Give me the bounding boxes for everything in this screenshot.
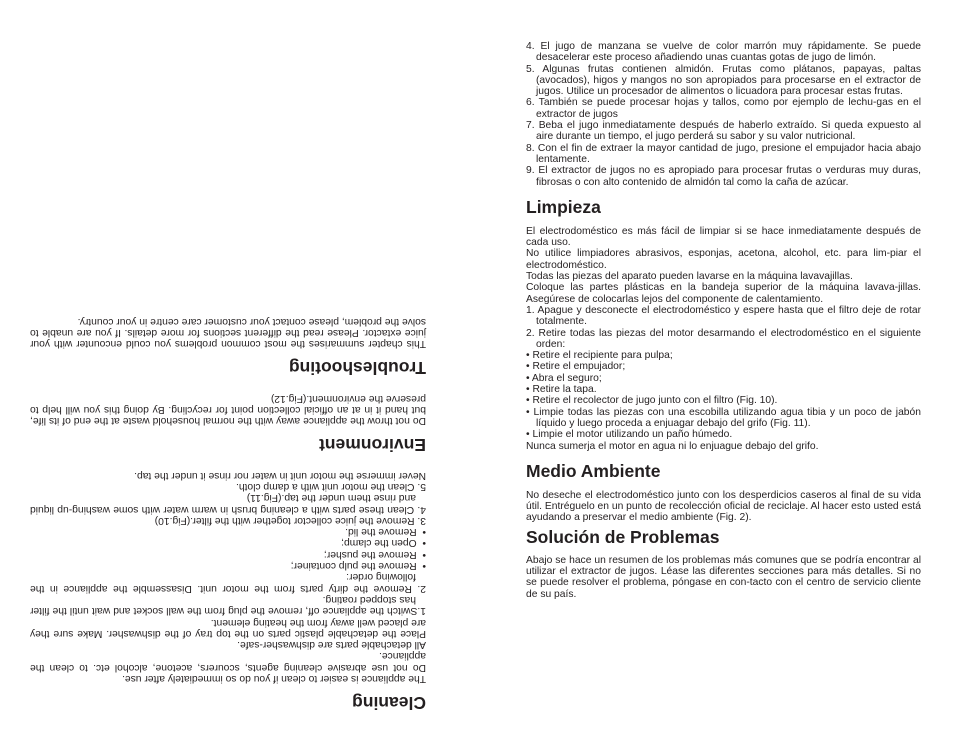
limpieza-note: Nunca sumerja el motor en agua ni lo enjuague debajo del grifo. <box>526 440 819 452</box>
cleaning-bullet-text: Open the clamp; <box>341 537 417 549</box>
heading-troubleshooting: Troubleshooting <box>288 358 426 379</box>
intro-item: 4. El jugo de manzana se vuelve de color marrón muy rápidamente. Se puede desacelerar este proceso añadiendo unas cuantas gotas de jugo de limón. <box>526 41 921 64</box>
limpieza-bullet: • Retire la tapa. <box>526 384 597 396</box>
intro-item: 7. Beba el jugo inmediatamente después de haberlo extraído. Si queda expuesto al aire durante un tiempo, el jugo perderá su sabor y su valor nutricional. <box>526 120 921 143</box>
heading-environment: Environment <box>319 435 426 456</box>
heading-cleaning: Cleaning <box>352 693 426 713</box>
limpieza-step: 1. Apague y desconecte el electrodoméstico y espere hasta que el filtro deje de rotar totalmente. <box>526 304 921 328</box>
limpieza-bullet: • Retire el recipiente para pulpa; <box>526 350 673 362</box>
limpieza-paragraph: Coloque las partes plásticas en la bandeja superior de la máquina lavava-jillas. Asegúrese de colocarlas lejos del componente de calentamiento. <box>526 282 921 305</box>
medio-ambiente-text: No deseche el electrodoméstico junto con los desperdicios caseros al final de su vida útil. Entréguelo en un punto de recolección oficial de reciclaje. Al hacer esto usted está ayudando a preservar el medio ambiente (Fig. 2). <box>526 489 921 524</box>
limpieza-paragraph: Todas las piezas del aparato pueden lavarse en la máquina lavavajillas. <box>526 271 853 283</box>
heading-limpieza: Limpieza <box>526 196 601 217</box>
cleaning-step: 3. Remove the juice collector together with the filter.(Fig.10) <box>154 514 426 526</box>
upside-down-english-text <box>30 183 426 713</box>
cleaning-paragraph: All detachable parts are dishwasher-safe. <box>237 639 426 651</box>
cleaning-step: 2. Remove the dirty parts from the motor unit. Disassemble the appliance in the following order: <box>30 571 426 594</box>
environment-text: Do not throw the appliance away with the normal household waste at the end of its life, but hand it in at an official collection point for recycling. By doing this you will help to preserve the environment.(Fig.12) <box>30 392 426 427</box>
cleaning-paragraph: Place the detachable plastic parts on the top tray of the dishwasher. Make sure they are placed well away from the heating element. <box>30 616 426 639</box>
limpieza-bullet: • Abra el seguro; <box>526 372 602 384</box>
intro-item: 9. El extractor de jugos no es apropiado para procesar frutas o verduras muy duras, fibrosas o con alto contenido de almidón tal como la caña de azúcar. <box>526 165 921 188</box>
intro-item: 8. Con el fin de extraer la mayor cantidad de jugo, presione el empujador hacia abajo lentamente. <box>526 142 921 165</box>
intro-item: 6. También se puede procesar hojas y tallos, como por ejemplo de lechu-gas en el extractor de jugos <box>526 97 921 120</box>
limpieza-bullet: • Limpie el motor utilizando un paño húmedo. <box>526 429 733 441</box>
spanish-text-column <box>526 41 921 600</box>
cleaning-bullet: • Open the clamp; <box>341 537 426 549</box>
limpieza-paragraph: El electrodoméstico es más fácil de limpiar si se hace inmediatamente después de cada uso. <box>526 225 921 249</box>
limpieza-paragraph: No utilice limpiadores abrasivos, esponjas, acetona, alcohol, etc. para lim-piar el electrodoméstico. <box>526 248 921 271</box>
cleaning-paragraph: The appliance is easier to clean if you do so immediately after use. <box>122 673 426 684</box>
limpieza-bullet: • Retire el recolector de jugo junto con el filtro (Fig. 10). <box>526 395 778 407</box>
limpieza-step: 2. Retire todas las piezas del motor desarmando el electrodoméstico en el siguiente orden: <box>526 327 921 350</box>
limpieza-bullet: • Limpie todas las piezas con una escobilla utilizando agua tibia y un poco de jabón líquido y luego proceda a enjuagar debajo del grifo (Fig. 11). <box>526 406 921 429</box>
cleaning-paragraph: Do not use abrasive cleaning agents, scourers, acetone, alcohol etc. to clean the appliance. <box>30 650 426 673</box>
solucion-text: Abajo se hace un resumen de los problemas más comunes que se podría encontrar al utilizar el extractor de jugos. Léase las diferentes secciones para más detalles. Si no se puede resolver el problema, póngase en con-tacto con el centro de servicio cliente de su país. <box>526 554 921 600</box>
cleaning-bullet: • Remove the pulp container; <box>290 560 426 572</box>
cleaning-step: 1.Switch the appliance off, remove the plug from the wall socket and wait until the filter has stopped roating. <box>30 593 426 617</box>
cleaning-step: 5. Clean the motor unit with a damp cloth. <box>235 480 426 492</box>
cleaning-bullet: • Remove the lid. <box>345 526 426 538</box>
cleaning-bullet: • Remove the pusher; <box>323 548 426 560</box>
cleaning-bullet-text: Remove the pulp container; <box>290 560 417 572</box>
cleaning-step: 4. Clean these parts with a cleaning brush in warm water with some washing-up liquid and rinse them under the tap.(Fig.11) <box>30 492 426 515</box>
heading-medio-ambiente: Medio Ambiente <box>526 460 661 481</box>
troubleshooting-text: This chapter summarises the most common problems you could encounter with your juice extactor. Please read the different sections for more details. If you are unable to solve the problem, please contact your customer care centre in your country. <box>30 315 426 350</box>
cleaning-bullet-text: Remove the lid. <box>345 526 417 538</box>
intro-item: 5. Algunas frutas contienen almidón. Frutas como plátanos, papayas, paltas (avocados), higos y mangos no son apropiados para procesarse en el extractor de jugos. Utilice un procesador de alimentos o licuadora para procesar estas frutas. <box>526 63 921 98</box>
right-page-spanish <box>477 0 954 738</box>
limpieza-bullet: • Retire el empujador; <box>526 361 626 373</box>
heading-solucion-de-problemas: Solución de Problemas <box>526 526 720 547</box>
cleaning-bullet-text: Remove the pusher; <box>323 548 417 560</box>
cleaning-note: Never immerse the motor unit in water nor rinse it under the tap. <box>134 469 426 481</box>
